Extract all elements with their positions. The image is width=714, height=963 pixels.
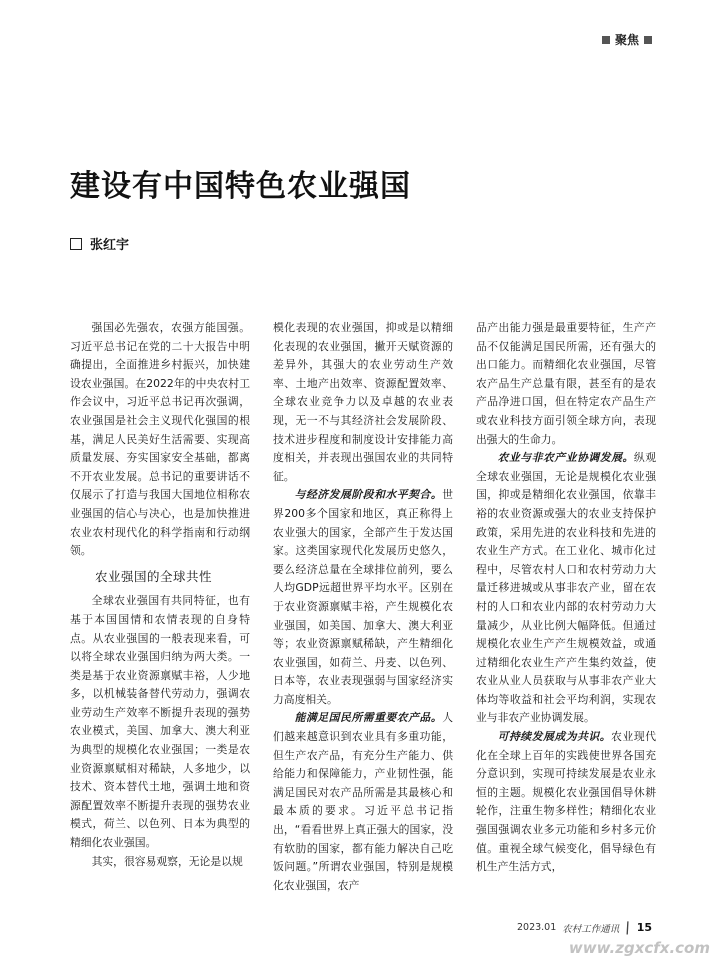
- watermark: www.zgxcfx.com: [568, 939, 710, 957]
- paragraph-lead: 能满足国民所需重要农产品。: [294, 711, 443, 725]
- paragraph-text: 世界200多个国家和地区，真正称得上农业强大的国家，全部产生于发达国家。这类国家现代化发展历史悠久，要么经济总量在全球排位前列，要么人均GDP远超世界平均水平。区别在于农业资源禀赋丰裕，产生规模化农业强国，如美国、加拿大、澳大利亚等；农业资源禀赋稀缺，产生精细化农业强国，如荷兰、丹麦、以色列、日本等，农业表现强弱与国家经济实力高度相关。: [273, 488, 453, 706]
- square-icon: [602, 36, 610, 44]
- paragraph: 其实，很容易观察，无论是以规: [91, 854, 243, 868]
- paragraph: 模化表现的农业强国，抑或是以精细化表现的农业强国，撇开天赋资源的差异外，其强大的农业劳动生产效率、土地产出效率、资源配置效率、全球农业竞争力以及卓越的农业表现，无一不与其经济社会发展阶段、技术进步程度和制度设计安排能力高度相关，并表现出强国农业的共同特征。: [273, 321, 453, 483]
- paragraph: [273, 486, 453, 709]
- paragraph-lead: 可持续发展成为共识。: [497, 730, 612, 744]
- paragraph-text: 农业现代化在全球上百年的实践使世界各国充分意识到，实现可持续发展是农业永恒的主题。规模化农业强国倡导休耕轮作，注重生物多样性；精细化农业强国强调农业多元功能和乡村多元价值。重视全球气候变化，倡导绿色有机生产生活方式，: [476, 730, 656, 874]
- square-outline-icon: [70, 238, 82, 250]
- paragraph: 全球农业强国有共同特征，也有基于本国国情和农情表现的自身特点。从农业强国的一般表现来看，可以将全球农业强国归纳为两大类。一类是基于农业资源禀赋丰裕，人少地多，以机械装备替代劳动力，强调农业劳动生产效率不断提升表现的强势农业模式，美国、加拿大、澳大利亚为典型的规模化农业强国；一类是农业资源禀赋相对稀缺，人多地少，以技术、资本替代土地，强调土地和资源配置效率不断提升表现的强势农业模式，荷兰、以色列、日本为典型的精细化农业强国。: [70, 594, 250, 850]
- magazine-name: 农村工作通讯: [562, 923, 620, 935]
- section-tag: [602, 31, 652, 48]
- paragraph: [476, 728, 656, 877]
- author-name: 张红宇: [90, 238, 130, 253]
- page-footer: [517, 918, 652, 937]
- section-label: 聚焦: [614, 33, 639, 47]
- author-line: [70, 234, 129, 253]
- article-title: 建设有中国特色农业强国: [70, 169, 411, 204]
- issue-date: 2023.01: [516, 922, 557, 933]
- paragraph: 品产出能力强是最重要特征，生产产品不仅能满足国民所需，还有强大的出口能力。而精细化农业强国，尽管农产品生产总量有限，甚至有的是农产品净进口国，但在特定农产品生产或农业科技方面引领全球方向，表现出强大的生命力。: [476, 321, 656, 446]
- section-heading: 农业强国的全球共性: [95, 568, 213, 584]
- paragraph-lead: 与经济发展阶段和水平契合。: [294, 488, 443, 502]
- paragraph-lead: 农业与非农产业协调发展。: [497, 451, 634, 465]
- paragraph: [476, 449, 656, 728]
- paragraph-text: 纵观全球农业强国，无论是规模化农业强国，抑或是精细化农业强国，依靠丰裕的农业资源或强大的农业支持保护政策，采用先进的农业科技和先进的农业生产方式。在工业化、城市化过程中，尽管农村人口和农村劳动力大量迁移进城或从事非农产业，留在农村的人口和农业内部的农村劳动力大量减少，从业比例大幅降低。但通过规模化农业生产产生规模效益，或通过精细化农业生产产生集约效益，使农业从业人员获取与从事非农产业大体均等收益和社会平均利润，实现农业与非农产业协调发展。: [476, 451, 656, 725]
- paragraph-text: 人们越来越意识到农业具有多重功能，但生产农产品，有充分生产能力、供给能力和保障能力，产业韧性强，能满足国民对农产品所需是其最核心和最本质的要求。习近平总书记指出，“看看世界上真正强大的国家，没有软肋的国家，都有能力解决自己吃饭问题。”所谓农业强国，特别是规模化农业强国，农产: [273, 711, 453, 892]
- page-number: 15: [636, 921, 652, 934]
- divider: \: [621, 918, 635, 937]
- column-3: [476, 319, 656, 894]
- column-1: [70, 319, 250, 894]
- square-icon: [644, 36, 652, 44]
- article-body: [70, 319, 656, 894]
- column-2: [273, 319, 453, 894]
- paragraph: [273, 709, 453, 894]
- paragraph: 强国必先强农，农强方能国强。习近平总书记在党的二十大报告中明确提出，全面推进乡村振兴，加快建设农业强国。在2022年的中央农村工作会议中，习近平总书记再次强调，农业强国是社会主义现代化强国的根基，满足人民美好生活需要、实现高质量发展、夯实国家安全基础，都离不开农业发展。总书记的重要讲话不仅展示了打造与我国大国地位相称农业强国的信心与决心，也是加快推进农业农村现代化的科学指南和行动纲领。: [70, 321, 250, 558]
